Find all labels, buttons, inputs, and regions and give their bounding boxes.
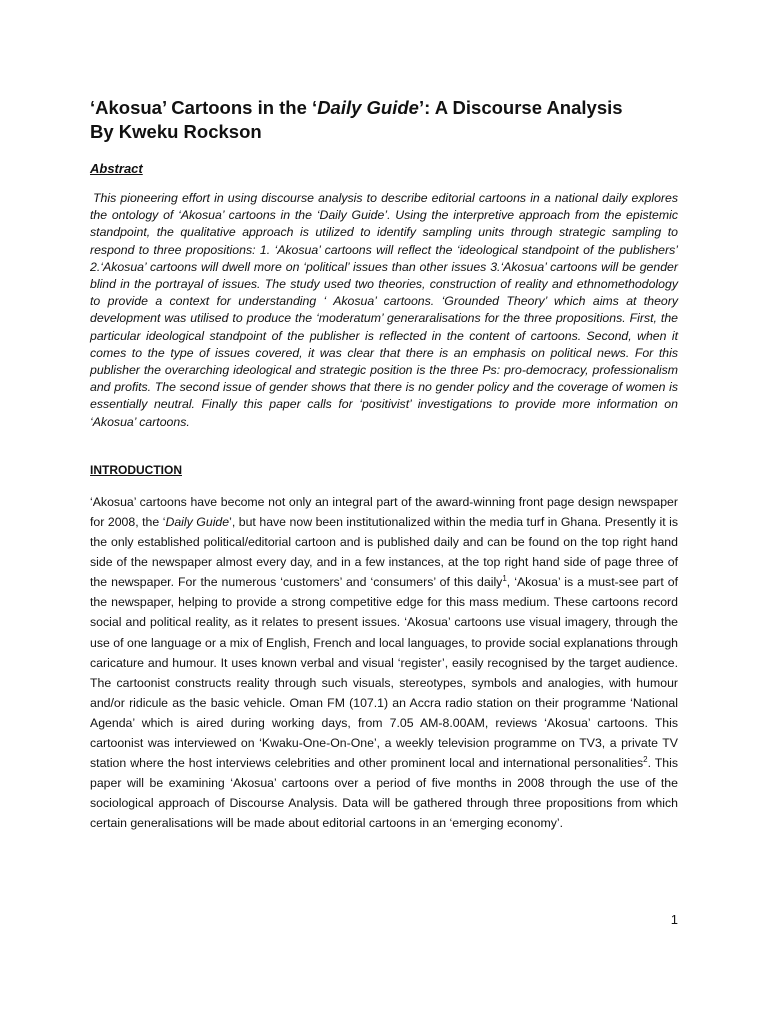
page-number: 1: [670, 912, 678, 927]
intro-text-part2: ’, but have now been institutionalized within the media turf in Ghana. Presently it is the only established political/editorial cartoon and is published daily and can be found on the top right hand side of the newspaper almost every day, and in a few instances, at the top right hand side of page three of the newspaper. For the numerous ‘customers’ and ‘consumers’ of this daily: [90, 514, 678, 590]
author-line: By Kweku Rockson: [90, 121, 262, 142]
abstract-heading: Abstract: [90, 161, 143, 176]
intro-text-part4: . This paper will be examining ‘Akosua’ cartoons over a period of five months in 2008 through the use of the sociological approach of Discourse Analysis. Data will be gathered through three propositions from which certain generalisations will be made about editorial cartoons in an ‘emerging economy’.: [90, 756, 679, 831]
abstract-text: This pioneering effort in using discourse analysis to describe editorial cartoons in a national daily explores the ontology of ‘Akosua’ cartoons in the ‘Daily Guide’. Using the interpretive approach from the epistemic standpoint, the qualitative approach is utilized to identify sampling units through strategic sampling to respond to three propositions: 1. ‘Akosua’ cartoons will reflect the ‘ideological standpoint of the publishers’ 2.‘Akosua’ cartoons will dwell more on ‘political’ issues than other issues 3.‘Akosua’ cartoons will be gender blind in the portrayal of issues. The study used two theories, construction of reality and ethnomethodology to provide a context for understanding ‘ Akosua’ cartoons. ‘Grounded Theory’ which aims at theory development was utilised to produce the ‘moderatum’ generaralisations for the three propositions. First, the particular ideological standpoint of the publisher is reflected in the content of cartoons. Second, when it comes to the type of issues covered, it was clear that there is an emphasis on political news. For this publisher the overarching ideological and strategic position is the three Ps: pro-democracy, professionalism and profits. The second issue of gender shows that there is no gender policy and the coverage of women is essentially neutral. Finally this paper calls for ‘positivist’ investigations to provide more information on ‘Akosua’ cartoons.: [90, 191, 678, 429]
introduction-heading: INTRODUCTION: [90, 462, 182, 477]
title-newspaper-name: Daily Guide: [317, 97, 419, 118]
footnote-marker-1[interactable]: 1: [502, 574, 507, 584]
intro-text-part1: ‘Akosua’ cartoons have become not only an integral part of the award-winning front page design newspaper for 2008, the ‘: [90, 494, 678, 529]
intro-newspaper-name: Daily Guide: [165, 514, 230, 529]
footnote-marker-2[interactable]: 2: [643, 754, 648, 764]
title-prefix: ‘Akosua’ Cartoons in the ‘: [90, 97, 318, 118]
paper-title: [90, 96, 678, 144]
introduction-paragraph: [90, 492, 678, 834]
title-suffix: ’: A Discourse Analysis: [418, 97, 623, 118]
intro-text-part3: , ‘Akosua’ is a must-see part of the newspaper, helping to provide a strong competitive edge for this mass medium. These cartoons record social and political reality, as it relates to present issues. ‘Akosua’ cartoons use visual imagery, through the use of one language or a mix of English, French and local languages, to provide social explanations through caricature and humour. It uses known verbal and visual ‘register’, easily recognised by the target audience. The cartoonist constructs reality through such visuals, stereotypes, symbols and analogies, with humour and/or ridicule as the basic vehicle. Oman FM (107.1) an Accra radio station on their programme ‘National Agenda’ which is aired during working days, from 7.05 AM-8.00AM, reviews ‘Akosua’ cartoons. This cartoonist was interviewed on ‘Kwaku-One-On-One’, a weekly television programme on TV3, a private TV station where the host interviews celebrities and other prominent local and international personalities: [90, 575, 679, 771]
